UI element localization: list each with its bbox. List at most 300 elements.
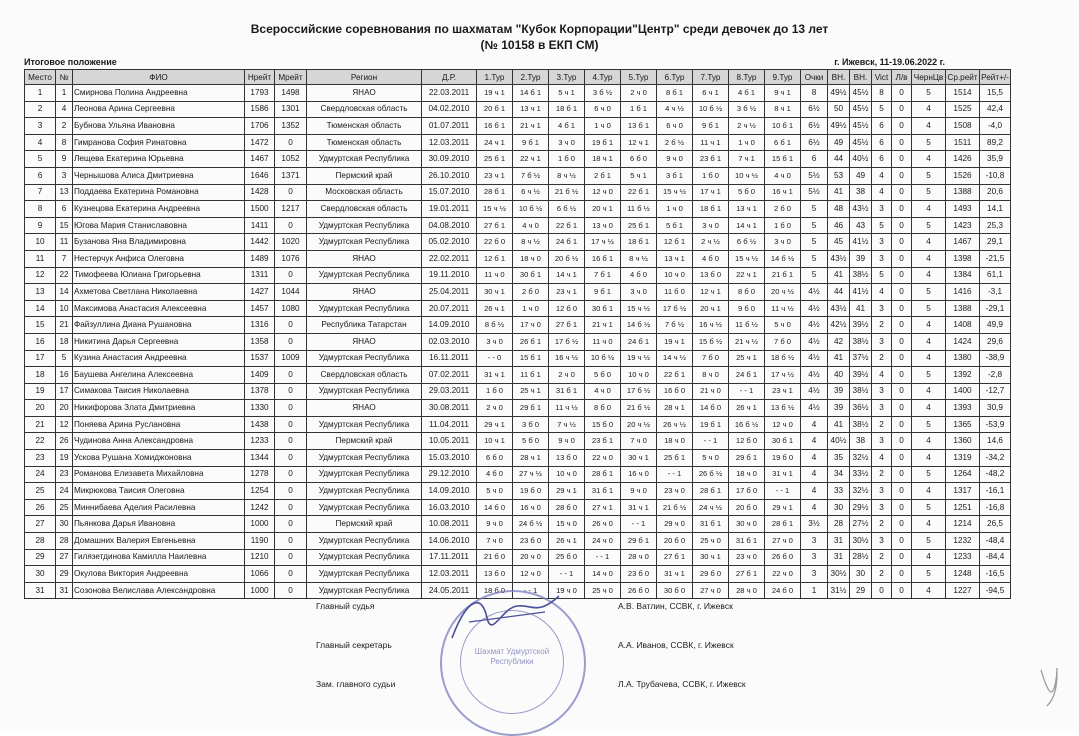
- cell-round-3: 8 ч ½: [549, 167, 585, 184]
- cell-round-8: 13 ч 1: [729, 201, 765, 218]
- cell-lose: 0: [892, 383, 912, 400]
- cell-vict: 3: [872, 400, 892, 417]
- cell-name: Миннибаева Аделия Расилевна: [73, 499, 245, 516]
- cell-round-9: 11 ч ½: [765, 300, 801, 317]
- cell-bh1: 40: [828, 367, 850, 384]
- column-header-region: Регион: [307, 70, 422, 85]
- deputy-name: Л.А. Трубачева, ССВК, г. Ижевск: [618, 679, 746, 689]
- cell-bh1: 30½: [828, 566, 850, 583]
- cell-lose: 0: [892, 433, 912, 450]
- cell-round-4: 9 б 1: [585, 284, 621, 301]
- table-row: [25, 101, 1011, 118]
- cell-round-4: 15 б 0: [585, 416, 621, 433]
- cell-region: Удмуртская Республика: [307, 383, 422, 400]
- table-row: [25, 300, 1011, 317]
- cell-region: Удмуртская Республика: [307, 582, 422, 599]
- cell-round-3: 29 ч 1: [549, 483, 585, 500]
- cell-place: 29: [25, 549, 56, 566]
- cell-round-7: 29 б 0: [693, 566, 729, 583]
- cell-points: 5: [801, 267, 828, 284]
- cell-nrating: 1344: [245, 450, 275, 467]
- cell-round-6: 20 б 0: [657, 533, 693, 550]
- cell-round-3: 18 б 1: [549, 101, 585, 118]
- cell-bh1: 53: [828, 167, 850, 184]
- cell-lose: 0: [892, 118, 912, 135]
- cell-points: 5: [801, 201, 828, 218]
- cell-round-9: 14 б ½: [765, 250, 801, 267]
- cell-mrating: 0: [275, 499, 307, 516]
- cell-avg-rating: 1233: [946, 549, 980, 566]
- cell-rating-delta: 14,6: [980, 433, 1011, 450]
- cell-round-8: 31 б 1: [729, 533, 765, 550]
- cell-vict: 4: [872, 450, 892, 467]
- cell-rating-delta: -29,1: [980, 300, 1011, 317]
- cell-place: 9: [25, 217, 56, 234]
- cell-avg-rating: 1393: [946, 400, 980, 417]
- cell-round-1: 19 ч 1: [477, 85, 513, 102]
- cell-round-7: 20 ч 1: [693, 300, 729, 317]
- cell-round-9: 31 ч 1: [765, 466, 801, 483]
- cell-round-3: 19 ч 0: [549, 582, 585, 599]
- cell-region: Пермский край: [307, 433, 422, 450]
- cell-round-2: 1 ч 0: [513, 300, 549, 317]
- cell-round-9: 5 ч 0: [765, 317, 801, 334]
- cell-round-4: 4 ч 0: [585, 383, 621, 400]
- cell-nrating: 1254: [245, 483, 275, 500]
- column-header-delta: Рейт+/-: [980, 70, 1011, 85]
- cell-round-7: 2 ч ½: [693, 234, 729, 251]
- cell-avg-rating: 1416: [946, 284, 980, 301]
- place-date: г. Ижевск, 11-19.06.2022 г.: [834, 57, 945, 67]
- cell-mrating: 0: [275, 217, 307, 234]
- cell-avg-rating: 1214: [946, 516, 980, 533]
- cell-number: 23: [56, 466, 73, 483]
- cell-vict: 3: [872, 383, 892, 400]
- cell-round-8: 20 б 0: [729, 499, 765, 516]
- cell-vict: 3: [872, 533, 892, 550]
- column-header-vict: Vict: [872, 70, 892, 85]
- cell-place: 2: [25, 101, 56, 118]
- cell-round-9: 22 ч 0: [765, 566, 801, 583]
- cell-round-4: 7 б 1: [585, 267, 621, 284]
- cell-round-7: 5 ч 0: [693, 450, 729, 467]
- cell-round-7: 3 ч 0: [693, 217, 729, 234]
- cell-nrating: 1330: [245, 400, 275, 417]
- cell-place: 24: [25, 466, 56, 483]
- cell-round-9: 17 ч ½: [765, 367, 801, 384]
- cell-bh1: 33: [828, 483, 850, 500]
- cell-round-9: 19 б 0: [765, 450, 801, 467]
- cell-round-8: 5 б 0: [729, 184, 765, 201]
- cell-round-2: 18 ч 0: [513, 250, 549, 267]
- cell-number: 10: [56, 300, 73, 317]
- cell-name: Ахметова Светлана Николаевна: [73, 284, 245, 301]
- cell-lose: 0: [892, 217, 912, 234]
- cell-avg-rating: 1467: [946, 234, 980, 251]
- cell-round-2: 17 ч 0: [513, 317, 549, 334]
- table-row: [25, 118, 1011, 135]
- cell-round-2: 20 ч 0: [513, 549, 549, 566]
- cell-lose: 0: [892, 466, 912, 483]
- cell-points: 3½: [801, 516, 828, 533]
- cell-dob: 22.03.2011: [422, 85, 477, 102]
- cell-round-8: 21 ч ½: [729, 333, 765, 350]
- cell-place: 8: [25, 201, 56, 218]
- cell-black: 5: [912, 217, 946, 234]
- cell-vict: 3: [872, 433, 892, 450]
- cell-round-6: 14 ч ½: [657, 350, 693, 367]
- cell-vict: 3: [872, 201, 892, 218]
- cell-rating-delta: 20,6: [980, 184, 1011, 201]
- cell-round-3: 22 б 1: [549, 217, 585, 234]
- cell-round-8: 7 ч 1: [729, 151, 765, 168]
- cell-avg-rating: 1514: [946, 85, 980, 102]
- cell-round-5: 15 ч ½: [621, 300, 657, 317]
- cell-round-8: 4 б 1: [729, 85, 765, 102]
- cell-round-4: 25 ч 0: [585, 582, 621, 599]
- cell-round-3: 24 б 1: [549, 234, 585, 251]
- cell-vict: 6: [872, 118, 892, 135]
- cell-nrating: 1793: [245, 85, 275, 102]
- cell-place: 16: [25, 333, 56, 350]
- cell-round-7: 17 ч 1: [693, 184, 729, 201]
- cell-place: 17: [25, 350, 56, 367]
- cell-black: 5: [912, 167, 946, 184]
- standings-table: [24, 69, 1011, 599]
- cell-round-3: 6 б ½: [549, 201, 585, 218]
- cell-round-4: 18 ч 1: [585, 151, 621, 168]
- cell-round-2: 22 ч 1: [513, 151, 549, 168]
- cell-black: 4: [912, 483, 946, 500]
- cell-round-2: 6 ч ½: [513, 184, 549, 201]
- cell-dob: 01.07.2011: [422, 118, 477, 135]
- table-row: [25, 483, 1011, 500]
- cell-round-8: 28 ч 0: [729, 582, 765, 599]
- cell-round-1: 31 ч 1: [477, 367, 513, 384]
- cell-round-6: 13 ч 1: [657, 250, 693, 267]
- cell-rating-delta: -34,2: [980, 450, 1011, 467]
- cell-round-1: 7 ч 0: [477, 533, 513, 550]
- cell-round-7: 1 б 0: [693, 167, 729, 184]
- cell-vict: 3: [872, 234, 892, 251]
- judge-name: А.В. Ватлин, ССВК, г. Ижевск: [618, 601, 733, 611]
- cell-avg-rating: 1508: [946, 118, 980, 135]
- cell-round-1: 16 б 1: [477, 118, 513, 135]
- cell-round-5: 17 б ½: [621, 383, 657, 400]
- cell-nrating: 1210: [245, 549, 275, 566]
- cell-region: Республика Татарстан: [307, 317, 422, 334]
- cell-points: 4½: [801, 400, 828, 417]
- column-header-mrating: Мрейт: [275, 70, 307, 85]
- cell-bh2: 29: [850, 582, 872, 599]
- cell-round-4: 30 б 1: [585, 300, 621, 317]
- cell-bh2: 39: [850, 250, 872, 267]
- cell-points: 5½: [801, 184, 828, 201]
- cell-round-6: 3 б 1: [657, 167, 693, 184]
- cell-region: Удмуртская Республика: [307, 267, 422, 284]
- cell-avg-rating: 1319: [946, 450, 980, 467]
- cell-round-4: 19 б 1: [585, 134, 621, 151]
- deputy-label: Зам. главного судьи: [316, 679, 396, 689]
- cell-black: 5: [912, 466, 946, 483]
- cell-avg-rating: 1426: [946, 151, 980, 168]
- cell-nrating: 1706: [245, 118, 275, 135]
- cell-number: 2: [56, 118, 73, 135]
- cell-number: 26: [56, 433, 73, 450]
- cell-black: 5: [912, 566, 946, 583]
- cell-points: 6: [801, 151, 828, 168]
- cell-vict: 2: [872, 317, 892, 334]
- cell-region: Удмуртская Республика: [307, 151, 422, 168]
- cell-name: Чернышова Алиса Дмитриевна: [73, 167, 245, 184]
- cell-round-5: 31 ч 1: [621, 499, 657, 516]
- cell-lose: 0: [892, 483, 912, 500]
- cell-round-1: 30 ч 1: [477, 284, 513, 301]
- cell-mrating: 0: [275, 483, 307, 500]
- cell-nrating: 1233: [245, 433, 275, 450]
- cell-round-9: 1 б 0: [765, 217, 801, 234]
- cell-round-3: 3 ч 0: [549, 134, 585, 151]
- cell-bh1: 40½: [828, 433, 850, 450]
- cell-round-9: 2 б 0: [765, 201, 801, 218]
- cell-number: 25: [56, 499, 73, 516]
- cell-nrating: 1066: [245, 566, 275, 583]
- cell-round-5: 3 ч 0: [621, 284, 657, 301]
- cell-round-8: 8 б 0: [729, 284, 765, 301]
- cell-number: 21: [56, 317, 73, 334]
- cell-bh2: 32½: [850, 450, 872, 467]
- column-header-black: ЧернЦв: [912, 70, 946, 85]
- cell-round-9: 29 ч 1: [765, 499, 801, 516]
- cell-round-1: 18 б 0: [477, 582, 513, 599]
- cell-round-1: 4 б 0: [477, 466, 513, 483]
- cell-name: Никифорова Злата Дмитриевна: [73, 400, 245, 417]
- cell-bh2: 43½: [850, 201, 872, 218]
- cell-region: Удмуртская Республика: [307, 234, 422, 251]
- cell-dob: 12.03.2011: [422, 566, 477, 583]
- table-row: [25, 416, 1011, 433]
- cell-round-8: 23 ч 0: [729, 549, 765, 566]
- cell-round-9: 10 б 1: [765, 118, 801, 135]
- cell-round-2: 28 ч 1: [513, 450, 549, 467]
- cell-name: Нестерчук Анфиса Олеговна: [73, 250, 245, 267]
- cell-round-1: 5 ч 0: [477, 483, 513, 500]
- cell-points: 4: [801, 450, 828, 467]
- cell-black: 4: [912, 350, 946, 367]
- cell-rating-delta: -53,9: [980, 416, 1011, 433]
- cell-round-9: 16 ч 1: [765, 184, 801, 201]
- cell-bh2: 33½: [850, 466, 872, 483]
- cell-number: 18: [56, 333, 73, 350]
- cell-place: 22: [25, 433, 56, 450]
- cell-round-1: 12 б 1: [477, 250, 513, 267]
- cell-region: Свердловская область: [307, 367, 422, 384]
- cell-bh1: 34: [828, 466, 850, 483]
- cell-bh2: 38: [850, 433, 872, 450]
- cell-points: 3: [801, 549, 828, 566]
- cell-points: 4½: [801, 333, 828, 350]
- cell-mrating: 1080: [275, 300, 307, 317]
- cell-round-7: 21 ч 0: [693, 383, 729, 400]
- cell-points: 4: [801, 466, 828, 483]
- cell-bh2: 38½: [850, 333, 872, 350]
- cell-avg-rating: 1388: [946, 300, 980, 317]
- cell-dob: 15.07.2010: [422, 184, 477, 201]
- cell-place: 23: [25, 450, 56, 467]
- cell-round-6: 30 б 0: [657, 582, 693, 599]
- cell-vict: 2: [872, 566, 892, 583]
- cell-bh2: 41: [850, 300, 872, 317]
- cell-place: 5: [25, 151, 56, 168]
- cell-bh1: 41: [828, 416, 850, 433]
- cell-region: Тюменская область: [307, 134, 422, 151]
- cell-round-4: 10 б ½: [585, 350, 621, 367]
- cell-nrating: 1242: [245, 499, 275, 516]
- cell-rating-delta: 89,2: [980, 134, 1011, 151]
- cell-round-2: 11 б 1: [513, 367, 549, 384]
- cell-round-6: 6 ч 0: [657, 118, 693, 135]
- cell-rating-delta: -4,0: [980, 118, 1011, 135]
- cell-round-3: 25 б 0: [549, 549, 585, 566]
- cell-round-3: 14 ч 1: [549, 267, 585, 284]
- cell-bh1: 50: [828, 101, 850, 118]
- cell-round-5: 2 ч 0: [621, 85, 657, 102]
- cell-rating-delta: 26,5: [980, 516, 1011, 533]
- table-body: [25, 85, 1011, 599]
- cell-round-4: 14 ч 0: [585, 566, 621, 583]
- cell-mrating: 0: [275, 433, 307, 450]
- cell-mrating: 0: [275, 267, 307, 284]
- cell-round-8: 24 б 1: [729, 367, 765, 384]
- cell-round-8: 25 ч 1: [729, 350, 765, 367]
- cell-place: 6: [25, 167, 56, 184]
- cell-round-3: 4 б 1: [549, 118, 585, 135]
- cell-round-3: 26 ч 1: [549, 533, 585, 550]
- cell-round-5: 21 б ½: [621, 400, 657, 417]
- cell-round-2: 12 ч 0: [513, 566, 549, 583]
- cell-region: Удмуртская Республика: [307, 466, 422, 483]
- cell-dob: 16.11.2011: [422, 350, 477, 367]
- cell-bh1: 39: [828, 400, 850, 417]
- cell-bh2: 39½: [850, 317, 872, 334]
- cell-rating-delta: -38,9: [980, 350, 1011, 367]
- cell-bh2: 38½: [850, 416, 872, 433]
- column-header-bh2: ВН.: [850, 70, 872, 85]
- cell-round-7: 30 ч 1: [693, 549, 729, 566]
- cell-bh2: 30½: [850, 533, 872, 550]
- cell-round-2: 19 б 0: [513, 483, 549, 500]
- cell-nrating: 1472: [245, 134, 275, 151]
- cell-points: 4: [801, 483, 828, 500]
- cell-dob: 04.02.2010: [422, 101, 477, 118]
- column-header-name: ФИО: [73, 70, 245, 85]
- cell-round-2: 8 ч ½: [513, 234, 549, 251]
- cell-rating-delta: -48,4: [980, 533, 1011, 550]
- cell-round-8: - - 1: [729, 383, 765, 400]
- cell-round-9: 6 б 1: [765, 134, 801, 151]
- cell-black: 4: [912, 383, 946, 400]
- cell-region: Удмуртская Республика: [307, 217, 422, 234]
- cell-vict: 5: [872, 267, 892, 284]
- cell-bh2: 29½: [850, 499, 872, 516]
- cell-lose: 0: [892, 151, 912, 168]
- cell-round-1: 21 б 0: [477, 549, 513, 566]
- cell-nrating: 1442: [245, 234, 275, 251]
- cell-nrating: 1586: [245, 101, 275, 118]
- cell-name: Гимранова София Ринатовна: [73, 134, 245, 151]
- cell-round-3: 20 б ½: [549, 250, 585, 267]
- cell-lose: 0: [892, 566, 912, 583]
- cell-round-7: 26 б ½: [693, 466, 729, 483]
- cell-round-9: 13 б ½: [765, 400, 801, 417]
- cell-round-7: 28 б 1: [693, 483, 729, 500]
- cell-mrating: 0: [275, 549, 307, 566]
- cell-number: 9: [56, 151, 73, 168]
- cell-round-9: 9 ч 1: [765, 85, 801, 102]
- cell-points: 6½: [801, 118, 828, 135]
- cell-points: 4: [801, 416, 828, 433]
- cell-avg-rating: 1392: [946, 367, 980, 384]
- cell-round-6: 8 б 1: [657, 85, 693, 102]
- cell-round-5: 23 б 0: [621, 566, 657, 583]
- cell-round-8: 2 ч ½: [729, 118, 765, 135]
- cell-round-2: 3 б 0: [513, 416, 549, 433]
- cell-rating-delta: 14,1: [980, 201, 1011, 218]
- cell-round-2: - - 1: [513, 582, 549, 599]
- cell-avg-rating: 1384: [946, 267, 980, 284]
- cell-round-5: 26 б 0: [621, 582, 657, 599]
- cell-round-5: 16 ч 0: [621, 466, 657, 483]
- cell-round-3: 10 ч 0: [549, 466, 585, 483]
- cell-round-7: 6 ч 1: [693, 85, 729, 102]
- cell-vict: 6: [872, 134, 892, 151]
- cell-number: 1: [56, 85, 73, 102]
- cell-number: 4: [56, 101, 73, 118]
- cell-bh2: 32½: [850, 483, 872, 500]
- cell-round-5: - - 1: [621, 516, 657, 533]
- cell-bh2: 45½: [850, 134, 872, 151]
- cell-avg-rating: 1423: [946, 217, 980, 234]
- cell-bh2: 38½: [850, 267, 872, 284]
- cell-number: 27: [56, 549, 73, 566]
- cell-mrating: 1009: [275, 350, 307, 367]
- cell-bh1: 44: [828, 284, 850, 301]
- cell-nrating: 1428: [245, 184, 275, 201]
- cell-vict: 4: [872, 167, 892, 184]
- document-subtitle: (№ 10158 в ЕКП СМ): [480, 38, 599, 52]
- cell-round-4: 16 б 1: [585, 250, 621, 267]
- cell-place: 14: [25, 300, 56, 317]
- cell-round-8: 9 б 0: [729, 300, 765, 317]
- cell-round-2: 15 б 1: [513, 350, 549, 367]
- cell-round-3: 23 ч 1: [549, 284, 585, 301]
- cell-place: 27: [25, 516, 56, 533]
- cell-round-5: 11 б ½: [621, 201, 657, 218]
- table-row: [25, 400, 1011, 417]
- cell-rating-delta: 30,9: [980, 400, 1011, 417]
- cell-number: 14: [56, 284, 73, 301]
- cell-place: 19: [25, 383, 56, 400]
- cell-vict: 4: [872, 184, 892, 201]
- cell-round-5: 28 ч 0: [621, 549, 657, 566]
- cell-round-7: - - 1: [693, 433, 729, 450]
- cell-dob: 20.07.2011: [422, 300, 477, 317]
- cell-lose: 0: [892, 184, 912, 201]
- cell-number: 22: [56, 267, 73, 284]
- cell-name: Поняева Арина Руслановна: [73, 416, 245, 433]
- cell-round-8: 30 ч 0: [729, 516, 765, 533]
- cell-bh2: 28½: [850, 549, 872, 566]
